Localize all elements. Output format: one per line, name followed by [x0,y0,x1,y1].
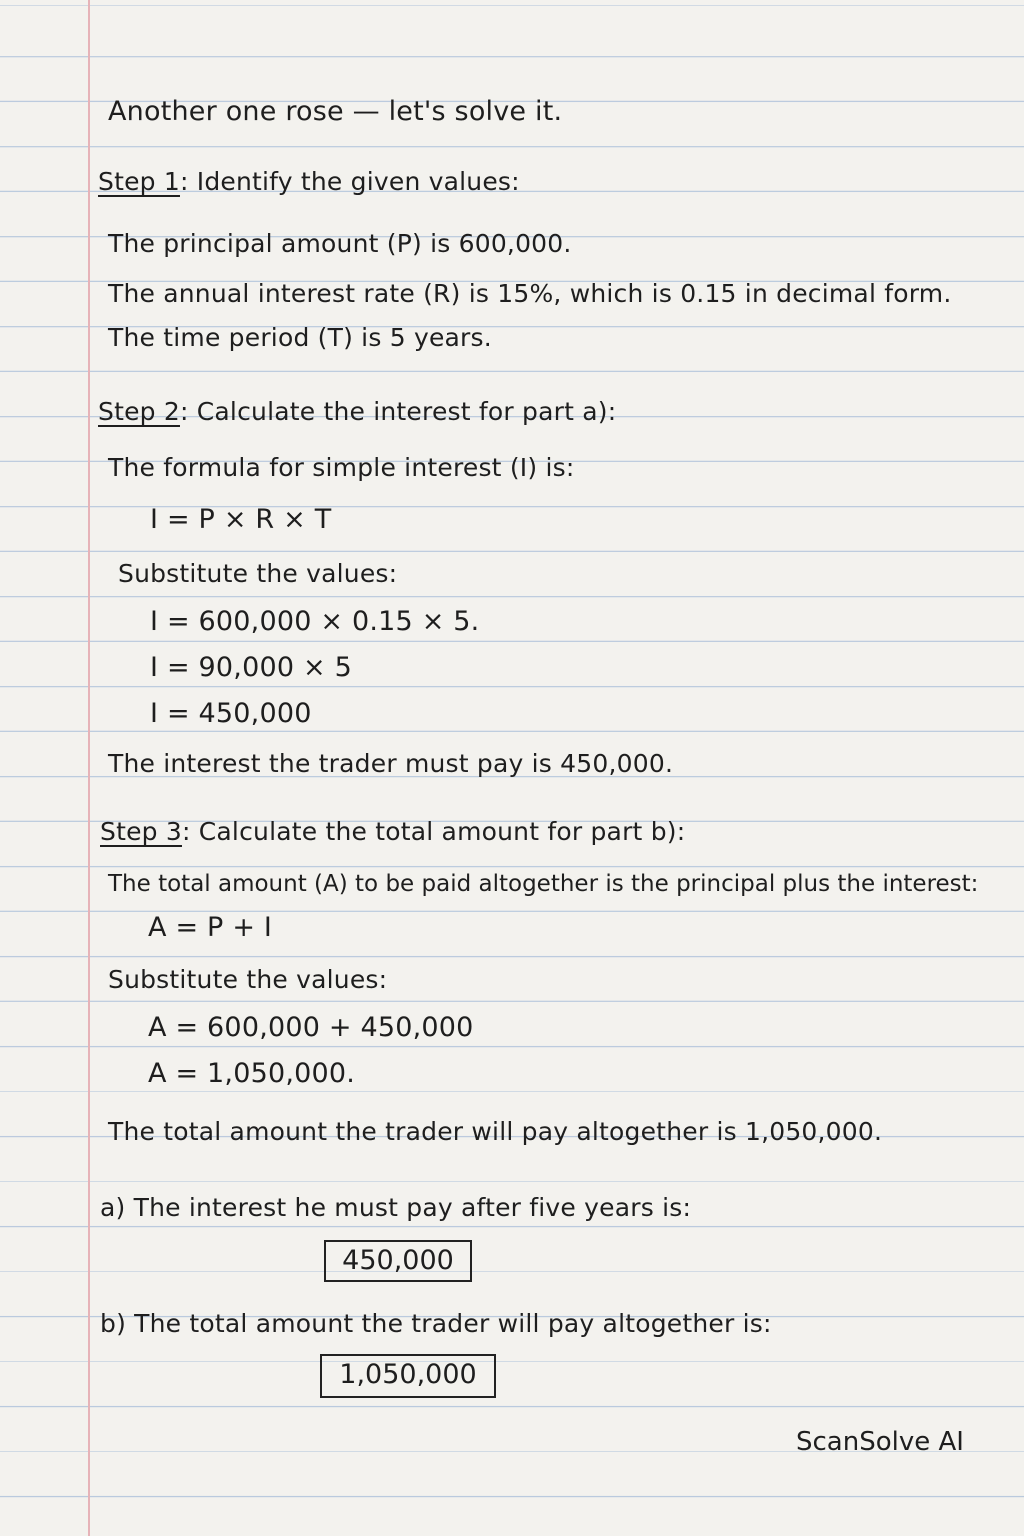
step1-line-rate: The annual interest rate (R) is 15%, which is 0.15 in decimal form. [108,279,952,308]
step2-calc-2: I = 90,000 × 5 [150,652,352,683]
step2-calc-3: I = 450,000 [150,698,312,729]
step2-formula-intro: The formula for simple interest (I) is: [108,453,575,482]
answer-a-box: 450,000 [324,1240,472,1282]
step1-title: : Identify the given values: [179,167,520,196]
answer-a-text: a) The interest he must pay after five years is: [100,1193,692,1222]
intro-line: Another one rose — let's solve it. [108,96,563,127]
step3-formula-intro: The total amount (A) to be paid altogether is the principal plus the interest: [108,871,979,897]
step2-heading [98,396,616,428]
step3-formula: A = P + I [148,912,273,943]
step3-calc-2: A = 1,050,000. [148,1058,356,1089]
step3-title: : Calculate the total amount for part b): [181,817,686,846]
answer-b-text: b) The total amount the trader will pay altogether is: [100,1309,772,1338]
answer-b-box: 1,050,000 [320,1354,496,1398]
step3-heading [100,816,685,848]
step3-calc-1: A = 600,000 + 450,000 [148,1012,474,1043]
step2-title: : Calculate the interest for part a): [179,397,617,426]
step1-label: Step 1 [98,167,180,196]
signature: ScanSolve AI [796,1427,964,1457]
margin-line [88,0,90,1536]
step2-result: The interest the trader must pay is 450,000. [108,749,674,778]
step2-substitute: Substitute the values: [118,559,398,588]
step2-calc-1: I = 600,000 × 0.15 × 5. [150,606,480,637]
step1-line-time: The time period (T) is 5 years. [108,323,492,352]
step1-heading [98,166,520,198]
step1-line-principal: The principal amount (P) is 600,000. [108,229,572,258]
step2-label: Step 2 [98,397,180,426]
step3-substitute: Substitute the values: [108,965,388,994]
step3-label: Step 3 [100,817,182,846]
step3-result: The total amount the trader will pay altogether is 1,050,000. [108,1117,883,1146]
step2-formula: I = P × R × T [150,504,332,535]
